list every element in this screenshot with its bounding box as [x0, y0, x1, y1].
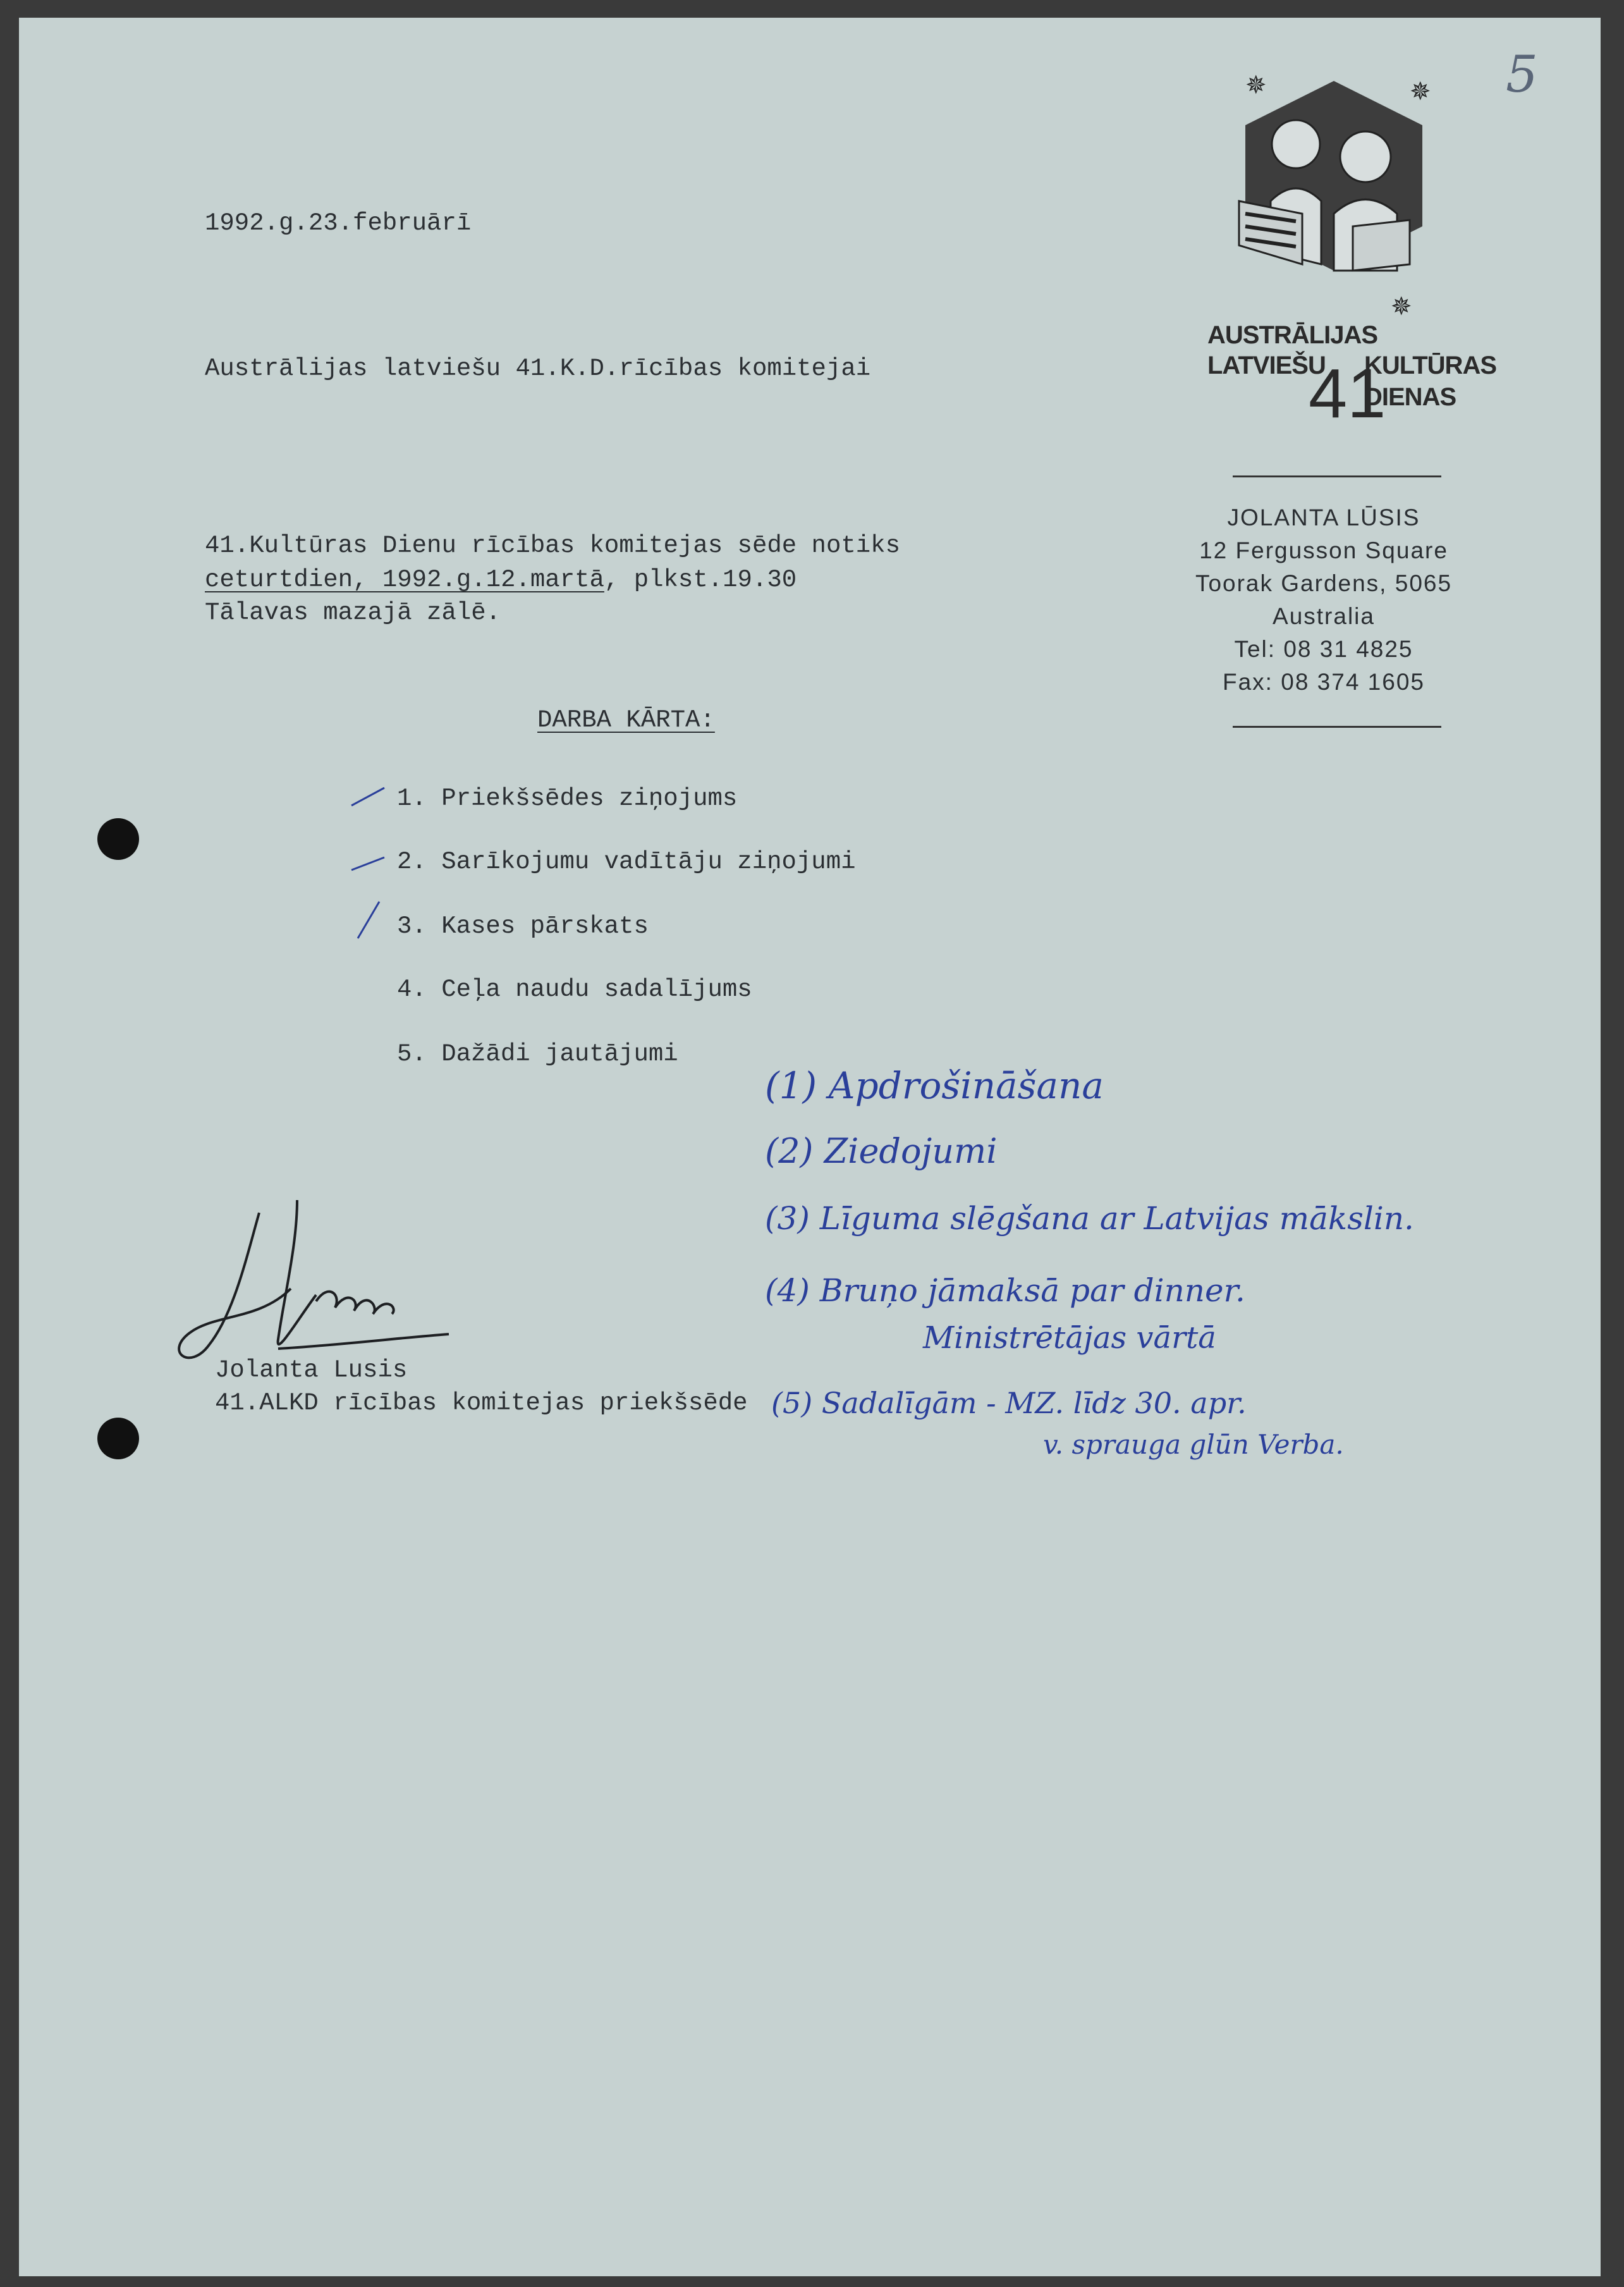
contact-country: Australia	[1273, 603, 1375, 629]
agenda-item-5: 5. Dažādi jautājumi	[397, 1040, 678, 1068]
letterhead-rule-bottom	[1233, 726, 1441, 728]
svg-text:✵: ✵	[1391, 292, 1412, 321]
agenda-item-1: 1. Priekšsēdes ziņojums	[397, 785, 738, 812]
agenda-item-3: 3. Kases pārskats	[397, 912, 649, 940]
body-line-1: 41.Kultūras Dienu rīcības komitejas sēde notiks	[205, 532, 900, 560]
handwritten-note-3: (3) Līguma slēgšana ar Latvijas mākslin.	[765, 1200, 1414, 1237]
document-page	[19, 18, 1601, 2276]
punch-hole-top	[97, 818, 139, 860]
svg-text:✵: ✵	[1410, 77, 1431, 106]
handwritten-note-2: (2) Ziedojumi	[765, 1131, 998, 1171]
svg-text:✵: ✵	[1245, 71, 1267, 100]
check-mark-icon	[354, 898, 386, 942]
contact-tel: Tel: 08 31 4825	[1234, 636, 1413, 662]
logo-number: 41	[1309, 355, 1386, 432]
handwritten-note-4: (4) Bruņo jāmaksā par dinner.	[765, 1272, 1245, 1309]
agenda-item-4: 4. Ceļa naudu sadalījums	[397, 976, 752, 1003]
meeting-time: , plkst.19.30	[604, 566, 797, 594]
contact-name: JOLANTA LŪSIS	[1227, 505, 1420, 530]
singers-illustration-icon	[1207, 56, 1460, 321]
signatory-name: Jolanta Lusis	[215, 1356, 408, 1384]
page-number: 5	[1506, 45, 1538, 104]
check-mark-icon	[349, 851, 387, 876]
letter-date: 1992.g.23.februārī	[205, 209, 472, 237]
handwritten-note-5-cont: v. sprauga glūn Verba.	[1043, 1429, 1344, 1460]
body-line-2	[205, 568, 797, 592]
letterhead-rule-top	[1233, 475, 1441, 477]
logo-line-1: AUSTRĀLIJAS	[1207, 321, 1378, 349]
letterhead-logo	[1207, 56, 1497, 460]
contact-fax: Fax: 08 374 1605	[1223, 669, 1425, 695]
logo-line-2: LATVIEŠU	[1207, 352, 1326, 379]
punch-hole-bottom	[97, 1418, 139, 1459]
logo-line-3: KULTŪRAS	[1364, 352, 1497, 379]
agenda-title: DARBA KĀRTA:	[537, 706, 715, 734]
signatory-role: 41.ALKD rīcības komitejas priekšsēde	[215, 1389, 748, 1417]
handwritten-note-4-cont: Ministrētājas vārtā	[923, 1320, 1216, 1356]
handwritten-note-5: (5) Sadalīgām - MZ. līdz 30. apr.	[771, 1386, 1247, 1420]
signature	[171, 1194, 461, 1383]
meeting-date-underlined: ceturtdien, 1992.g.12.martā	[205, 566, 604, 594]
check-mark-icon	[349, 784, 387, 809]
body-line-3: Tālavas mazajā zālē.	[205, 599, 501, 627]
letter-recipient: Austrālijas latviešu 41.K.D.rīcības komitejai	[205, 355, 871, 383]
logo-line-4: DIENAS	[1364, 383, 1456, 411]
handwritten-note-1: (1) Apdrošināšana	[765, 1064, 1104, 1107]
agenda-item-2: 2. Sarīkojumu vadītāju ziņojumi	[397, 848, 856, 876]
contact-suburb: Toorak Gardens, 5065	[1195, 570, 1453, 596]
contact-street: 12 Fergusson Square	[1199, 537, 1448, 563]
